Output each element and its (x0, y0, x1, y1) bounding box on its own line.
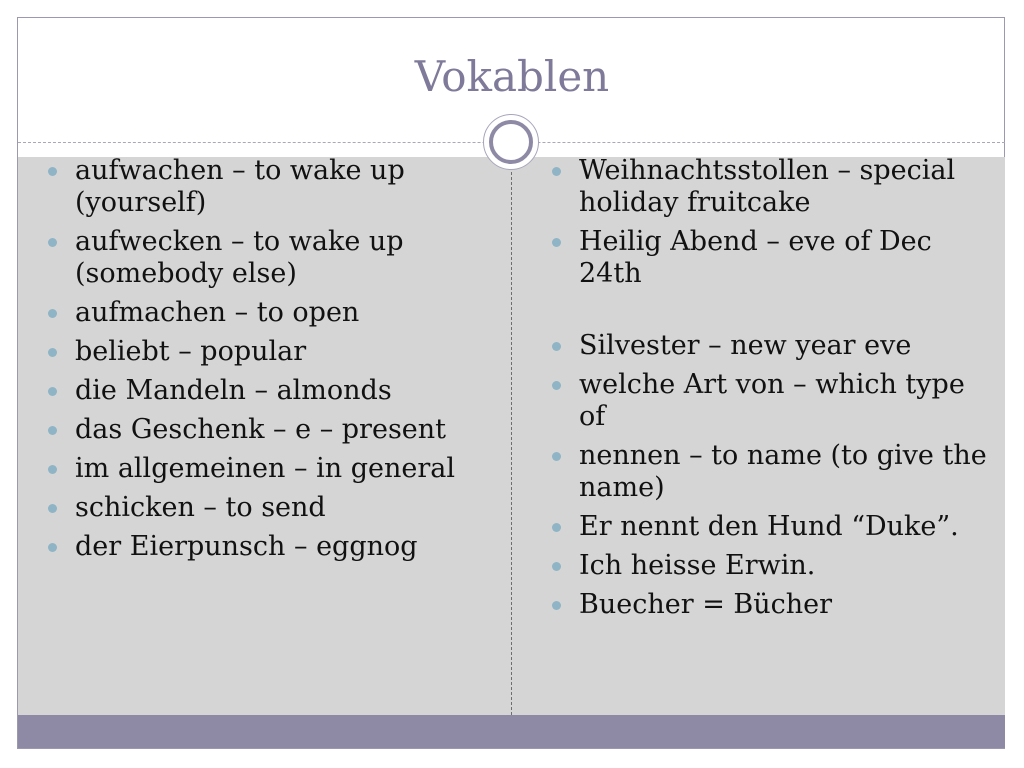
bullet-icon (552, 523, 561, 532)
list-item-text: Weihnachtsstollen – special holiday fruitcake (579, 155, 956, 218)
list-item (46, 453, 496, 485)
bullet-icon (552, 342, 561, 351)
list-item-text: Silvester – new year eve (579, 330, 912, 361)
list-item (550, 550, 990, 582)
bullet-icon (48, 504, 57, 513)
list-item (46, 375, 496, 407)
list-item-text: aufwecken – to wake up (somebody else) (75, 226, 404, 289)
list-item (550, 369, 990, 433)
bullet-icon (48, 543, 57, 552)
bullet-icon (552, 238, 561, 247)
bullet-icon (552, 601, 561, 610)
list-item-text: aufmachen – to open (75, 297, 360, 328)
list-item-text: nennen – to name (to give the name) (579, 440, 987, 503)
bullet-icon (48, 426, 57, 435)
list-item (46, 492, 496, 524)
list-item (46, 155, 496, 219)
list-item (46, 336, 496, 368)
bullet-icon (48, 387, 57, 396)
slide-title: Vokablen (414, 52, 610, 101)
list-item (46, 226, 496, 290)
bullet-icon (552, 562, 561, 571)
footer-bar (18, 715, 1005, 748)
list-item (46, 414, 496, 446)
bullet-icon (48, 348, 57, 357)
list-item-text: beliebt – popular (75, 336, 307, 367)
list-item (550, 226, 990, 290)
list-item-text: im allgemeinen – in general (75, 453, 455, 484)
list-item (550, 330, 990, 362)
list-item (550, 155, 990, 219)
list-item-text: der Eierpunsch – eggnog (75, 531, 418, 562)
list-item-text: die Mandeln – almonds (75, 375, 392, 406)
bullet-icon (48, 309, 57, 318)
bullet-icon (552, 381, 561, 390)
list-item-text: das Geschenk – e – present (75, 414, 447, 445)
list-item-text: schicken – to send (75, 492, 326, 523)
list-item (550, 589, 990, 621)
bullet-icon (552, 167, 561, 176)
bullet-icon (48, 238, 57, 247)
list-item (46, 531, 496, 563)
bullet-icon (48, 167, 57, 176)
left-vocab-list (46, 155, 496, 570)
list-item-text: Heilig Abend – eve of Dec 24th (579, 226, 932, 289)
list-item (550, 440, 990, 504)
column-divider (511, 172, 512, 715)
list-item-text: Buecher = Bücher (579, 589, 833, 620)
list-item-text: welche Art von – which type of (579, 369, 965, 432)
list-item-text: aufwachen – to wake up (yourself) (75, 155, 405, 218)
right-vocab-list (550, 155, 990, 628)
bullet-icon (552, 452, 561, 461)
list-item-text: Er nennt den Hund “Duke”. (579, 511, 959, 542)
bullet-icon (48, 465, 57, 474)
list-item-text: Ich heisse Erwin. (579, 550, 816, 581)
list-item (550, 511, 990, 543)
list-item (46, 297, 496, 329)
